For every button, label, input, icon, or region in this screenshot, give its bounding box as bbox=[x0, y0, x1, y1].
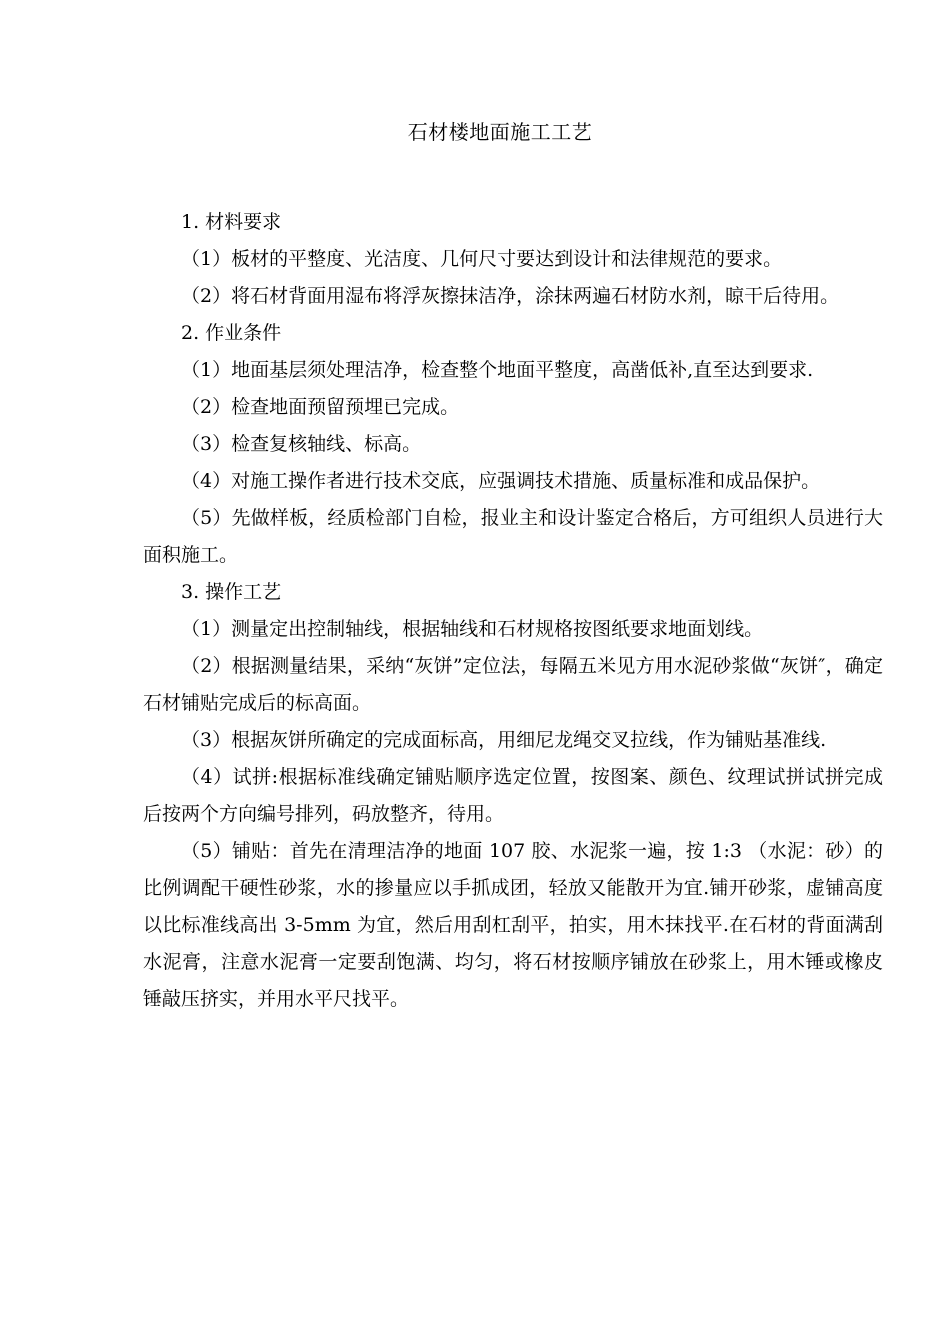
paragraph: （2）根据测量结果，采纳“灰饼”定位法，每隔五米见方用水泥砂浆做“灰饼″，确定石材铺贴完成后的标高面。 bbox=[143, 655, 883, 714]
section-heading: 2. 作业条件 bbox=[181, 322, 282, 344]
paragraph: （4）对施工操作者进行技术交底，应强调技术措施、质量标准和成品保护。 bbox=[181, 470, 821, 492]
paragraph: （5）铺贴：首先在清理洁净的地面 107 胶、水泥浆一遍，按 1:3 （水泥：砂）的比例调配干硬性砂浆，水的掺量应以手抓成团，轻放又能散开为宜.铺开砂浆，虚铺高度以比标准线高出 3-5mm 为宜，然后用刮杠刮平，拍实，用木抹找平.在石材的背面满刮水泥膏，注意水泥膏一定要刮饱满、均匀，将石材按顺序铺放在砂浆上，用木锤或橡皮锤敲压挤实，并用水平尺找平。 bbox=[143, 840, 883, 1010]
page-title: 石材楼地面施工工艺 bbox=[407, 120, 593, 144]
section-heading: 3. 操作工艺 bbox=[181, 581, 282, 603]
paragraph: （1）板材的平整度、光洁度、几何尺寸要达到设计和法律规范的要求。 bbox=[181, 248, 783, 270]
paragraph: （4）试拼:根据标准线确定铺贴顺序选定位置，按图案、颜色、纹理试拼试拼完成后按两个方向编号排列，码放整齐，待用。 bbox=[143, 766, 883, 825]
section-heading: 1. 材料要求 bbox=[181, 211, 282, 233]
paragraph: （2）检查地面预留预埋已完成。 bbox=[181, 396, 460, 418]
document-body bbox=[143, 204, 883, 1018]
paragraph: （5）先做样板，经质检部门自检，报业主和设计鉴定合格后，方可组织人员进行大面积施工。 bbox=[143, 507, 883, 566]
paragraph: （2）将石材背面用湿布将浮灰擦抹洁净，涂抹两遍石材防水剂，晾干后待用。 bbox=[181, 285, 840, 307]
paragraph: （3）检查复核轴线、标高。 bbox=[181, 433, 422, 455]
paragraph: （1）地面基层须处理洁净，检查整个地面平整度，高凿低补,直至达到要求. bbox=[181, 359, 814, 381]
paragraph: （3）根据灰饼所确定的完成面标高，用细尼龙绳交叉拉线，作为铺贴基准线. bbox=[181, 729, 827, 751]
paragraph: （1）测量定出控制轴线，根据轴线和石材规格按图纸要求地面划线。 bbox=[181, 618, 764, 640]
